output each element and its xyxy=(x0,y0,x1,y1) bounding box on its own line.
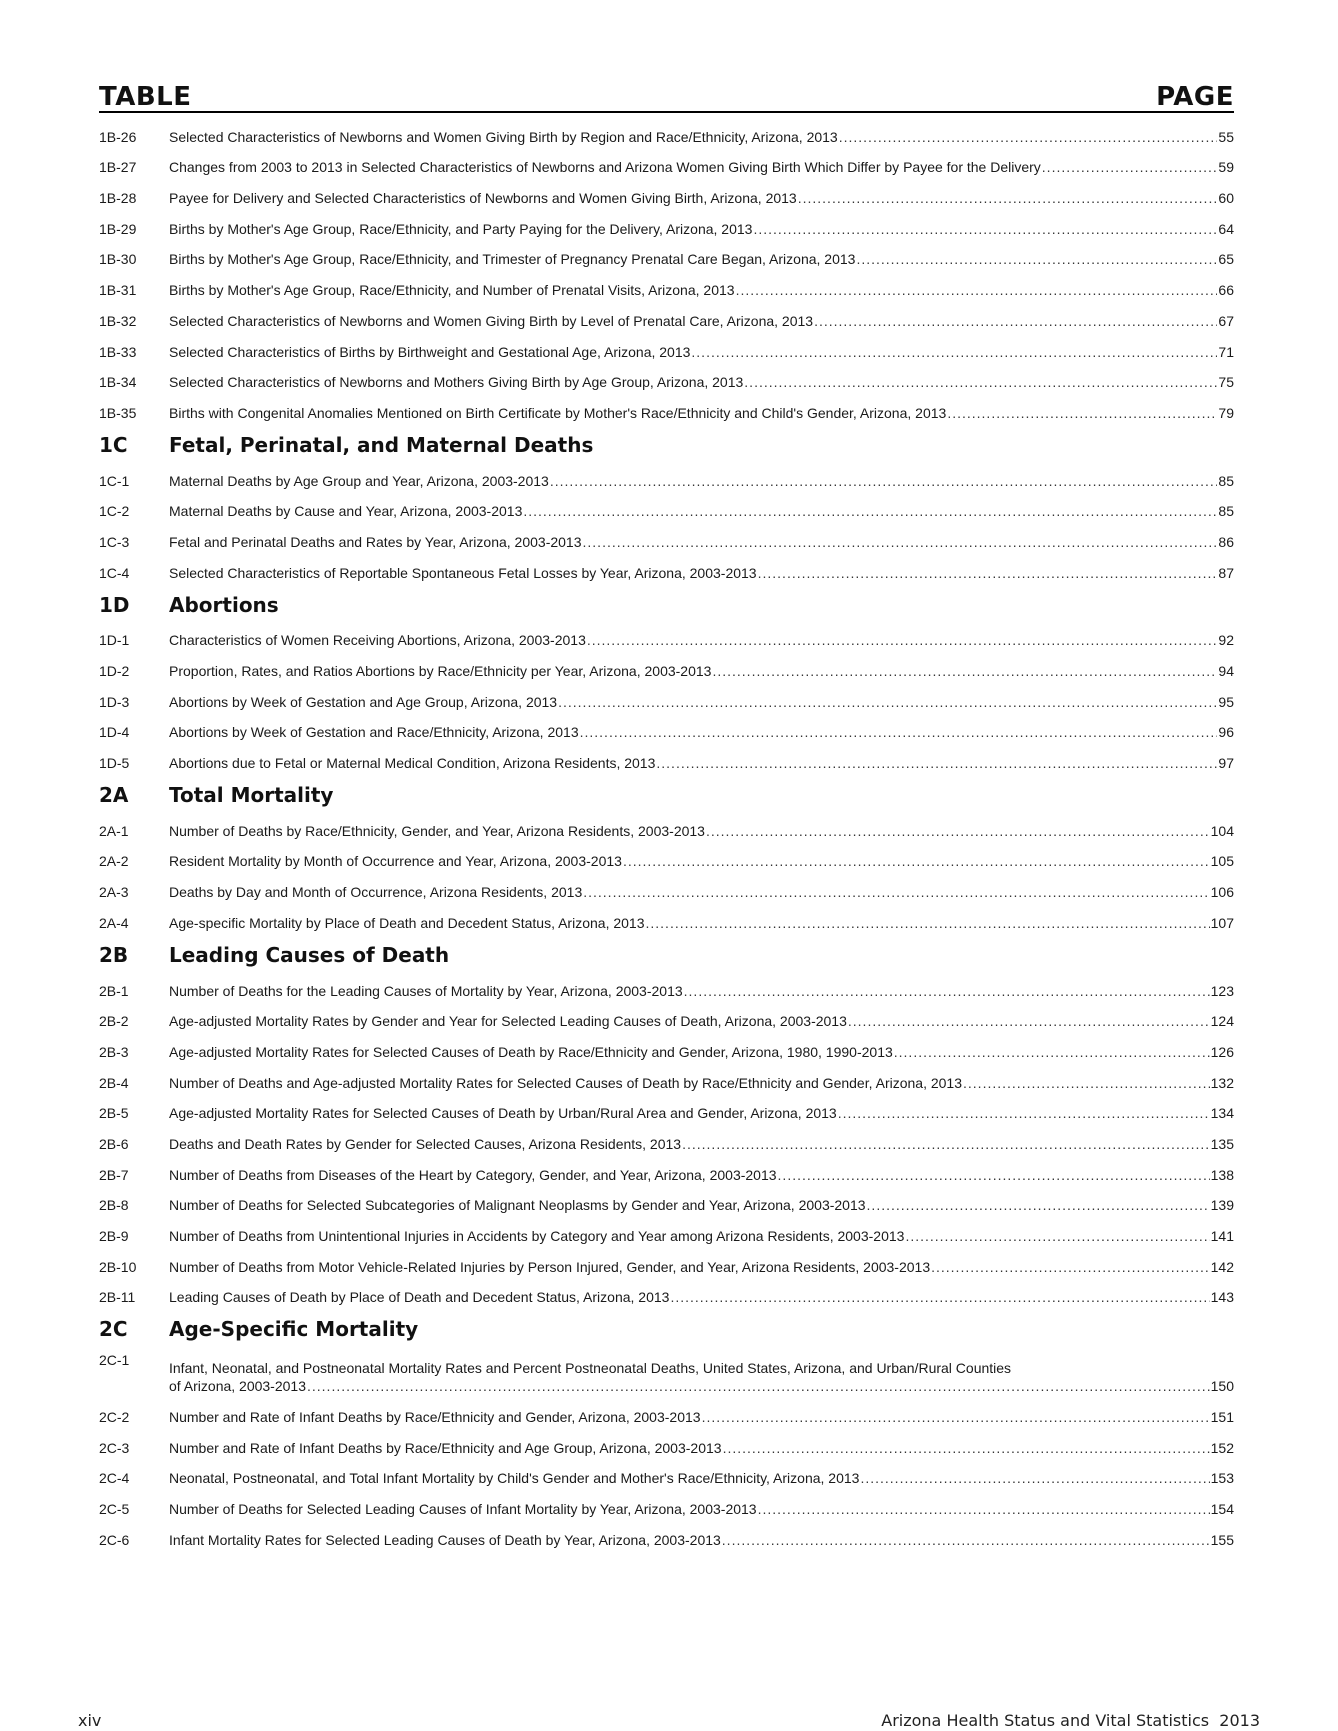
table-title: Births by Mother's Age Group, Race/Ethnicity, and Number of Prenatal Visits, Arizona, 2013 xyxy=(169,282,735,299)
table-number: 2A-1 xyxy=(99,822,129,839)
table-number: 1D-3 xyxy=(99,693,130,710)
page-number[interactable]: 79 xyxy=(1218,404,1234,421)
toc-entry[interactable] xyxy=(99,905,1234,936)
page-number[interactable]: 87 xyxy=(1218,564,1234,581)
page-number[interactable]: 126 xyxy=(1210,1043,1234,1060)
page-number[interactable]: 64 xyxy=(1218,220,1234,237)
toc-entry[interactable] xyxy=(99,395,1234,426)
entry-body xyxy=(169,534,1234,555)
table-number: 2A-3 xyxy=(99,884,129,901)
table-number: 1B-27 xyxy=(99,159,137,176)
page-number[interactable]: 71 xyxy=(1218,343,1234,360)
entry-body xyxy=(169,190,1234,211)
table-number: 2C-3 xyxy=(99,1439,130,1456)
page-number[interactable]: 65 xyxy=(1218,251,1234,268)
page-number[interactable]: 123 xyxy=(1210,982,1234,999)
toc-entry[interactable] xyxy=(99,1249,1234,1280)
page-number[interactable]: 85 xyxy=(1218,503,1234,520)
toc-entry[interactable] xyxy=(99,1004,1234,1035)
table-title: Payee for Delivery and Selected Characteristics of Newborns and Women Giving Birth, Arizona, 2013 xyxy=(169,190,797,207)
footer-publication-title: Arizona Health Status and Vital Statistics 2013 xyxy=(881,1711,1260,1730)
entry-body xyxy=(169,823,1234,844)
entry-body xyxy=(169,1501,1234,1522)
toc-header xyxy=(99,80,1234,113)
toc-entry[interactable] xyxy=(99,1430,1234,1461)
dot-leader xyxy=(712,663,1217,679)
table-title: Age-adjusted Mortality Rates for Selected Causes of Death by Race/Ethnicity and Gender, Arizona, 1980, 1990-2013 xyxy=(169,1043,893,1060)
table-title: Births by Mother's Age Group, Race/Ethnicity, and Trimester of Pregnancy Prenatal Care Began, Arizona, 2013 xyxy=(169,251,856,268)
table-title: Maternal Deaths by Cause and Year, Arizona, 2003-2013 xyxy=(169,503,523,520)
entry-body xyxy=(169,724,1234,745)
section-code: 2C xyxy=(99,1317,128,1342)
table-number: 1B-31 xyxy=(99,282,137,299)
entry-body xyxy=(169,755,1234,776)
table-title: Deaths by Day and Month of Occurrence, Arizona Residents, 2013 xyxy=(169,884,583,901)
table-number: 2B-3 xyxy=(99,1043,129,1060)
toc-entry[interactable] xyxy=(99,1461,1234,1492)
table-title: Number of Deaths from Diseases of the Heart by Category, Gender, and Year, Arizona, 2003-2013 xyxy=(169,1166,777,1183)
table-number: 1C-4 xyxy=(99,564,130,581)
dot-leader xyxy=(722,1532,1210,1548)
entry-body xyxy=(169,251,1234,272)
entry-body xyxy=(169,1197,1234,1218)
table-title-continued: of Arizona, 2003-2013 xyxy=(169,1378,306,1395)
section-heading xyxy=(99,776,1234,813)
entry-body xyxy=(169,632,1234,653)
dot-leader xyxy=(758,565,1218,581)
page-number[interactable]: 59 xyxy=(1218,159,1234,176)
table-number: 2B-6 xyxy=(99,1135,129,1152)
entry-body xyxy=(169,1289,1234,1310)
toc-entry[interactable] xyxy=(99,242,1234,273)
page-number[interactable]: 75 xyxy=(1218,374,1234,391)
toc-entry[interactable] xyxy=(99,555,1234,586)
section-title: Abortions xyxy=(169,592,279,617)
page-number[interactable]: 142 xyxy=(1210,1258,1234,1275)
page-number[interactable]: 105 xyxy=(1210,853,1234,870)
dot-leader xyxy=(856,251,1217,267)
table-number: 2B-9 xyxy=(99,1228,129,1244)
toc-entry[interactable] xyxy=(99,365,1234,396)
table-number: 1B-33 xyxy=(99,343,137,360)
page-number[interactable]: 154 xyxy=(1210,1501,1234,1518)
table-title: Number of Deaths by Race/Ethnicity, Gender, and Year, Arizona Residents, 2003-2013 xyxy=(169,822,705,839)
toc-entry[interactable] xyxy=(99,844,1234,875)
dot-leader xyxy=(860,1470,1209,1486)
section-code: 1C xyxy=(99,432,128,457)
table-title: Number of Deaths and Age-adjusted Mortality Rates for Selected Causes of Death by Race/Ethnicity and Gender, Arizona, 2013 xyxy=(169,1074,963,1091)
footer-page-number: xiv xyxy=(78,1711,102,1730)
table-title: Number and Rate of Infant Deaths by Race/Ethnicity and Gender, Arizona, 2003-2013 xyxy=(169,1409,701,1426)
dot-leader xyxy=(580,724,1218,740)
entry-body xyxy=(169,159,1234,180)
dot-leader xyxy=(723,1440,1210,1456)
toc-entry[interactable] xyxy=(99,684,1234,715)
toc-entry[interactable] xyxy=(99,272,1234,303)
table-title: Number and Rate of Infant Deaths by Race/Ethnicity and Age Group, Arizona, 2003-2013 xyxy=(169,1439,722,1456)
page-number[interactable]: 143 xyxy=(1210,1289,1234,1306)
dot-leader xyxy=(684,983,1210,999)
entry-body xyxy=(169,1440,1234,1461)
section-code: 2B xyxy=(99,942,129,967)
table-title: Number of Deaths from Unintentional Injuries in Accidents by Category and Year among Arizona Residents, 2003-2013 xyxy=(169,1228,905,1244)
toc-entry[interactable] xyxy=(99,1096,1234,1127)
toc-entry[interactable] xyxy=(99,813,1234,844)
entry-body xyxy=(169,1075,1234,1096)
dot-leader xyxy=(963,1075,1210,1091)
entry-body xyxy=(169,1470,1234,1491)
table-number: 1B-32 xyxy=(99,312,137,329)
dot-leader xyxy=(778,1167,1210,1183)
toc-entry[interactable] xyxy=(99,334,1234,365)
section-code: 2A xyxy=(99,783,129,808)
entry-body xyxy=(169,129,1234,150)
table-title: Selected Characteristics of Births by Birthweight and Gestational Age, Arizona, 2013 xyxy=(169,343,691,360)
dot-leader xyxy=(523,503,1217,519)
entry-body xyxy=(169,344,1234,365)
section-heading xyxy=(99,586,1234,623)
table-title: Selected Characteristics of Newborns and Women Giving Birth by Level of Prenatal Care, Arizona, 2013 xyxy=(169,312,814,329)
dot-leader xyxy=(1042,159,1218,175)
toc-entry[interactable] xyxy=(99,463,1234,494)
page-number[interactable]: 141 xyxy=(1210,1228,1234,1244)
entry-body xyxy=(169,1259,1234,1280)
section-title: Fetal, Perinatal, and Maternal Deaths xyxy=(169,432,594,457)
toc-entry[interactable] xyxy=(99,150,1234,181)
toc-entry[interactable] xyxy=(99,1157,1234,1188)
table-number: 2A-4 xyxy=(99,914,129,931)
dot-leader xyxy=(583,884,1209,900)
dot-leader xyxy=(558,694,1217,710)
dot-leader xyxy=(905,1228,1209,1244)
table-number: 1B-28 xyxy=(99,190,137,207)
section-heading xyxy=(99,1310,1234,1347)
dot-leader xyxy=(646,915,1210,931)
page-number[interactable]: 152 xyxy=(1210,1439,1234,1456)
table-number: 1B-29 xyxy=(99,220,137,237)
section-code: 1D xyxy=(99,592,130,617)
table-number: 2B-5 xyxy=(99,1105,129,1122)
dot-leader xyxy=(706,823,1210,839)
table-number: 2C-4 xyxy=(99,1470,130,1487)
toc-entry[interactable] xyxy=(99,180,1234,211)
table-title: Selected Characteristics of Newborns and Women Giving Birth by Region and Race/Ethnicity, Arizona, 2013 xyxy=(169,128,838,145)
dot-leader xyxy=(798,190,1218,206)
entry-body xyxy=(169,1360,1234,1399)
page-number[interactable]: 153 xyxy=(1210,1470,1234,1487)
page-number[interactable]: 106 xyxy=(1210,884,1234,901)
toc-entry[interactable] xyxy=(99,874,1234,905)
table-title: Infant, Neonatal, and Postneonatal Mortality Rates and Percent Postneonatal Deaths, United States, Arizona, and Urban/Rural Counties xyxy=(169,1360,1012,1377)
table-number: 1D-1 xyxy=(99,632,130,649)
table-title: Age-adjusted Mortality Rates by Gender and Year for Selected Leading Causes of Death, Arizona, 2003-2013 xyxy=(169,1013,847,1030)
toc-entry[interactable] xyxy=(99,1034,1234,1065)
toc-entry[interactable] xyxy=(99,1347,1234,1399)
table-title: Number of Deaths from Motor Vehicle-Related Injuries by Person Injured, Gender, and Year, Arizona Residents, 2003-2013 xyxy=(169,1258,931,1275)
dot-leader xyxy=(867,1197,1210,1213)
toc-entry[interactable] xyxy=(99,1126,1234,1157)
toc-entry[interactable] xyxy=(99,1399,1234,1430)
page-number[interactable]: 135 xyxy=(1210,1135,1234,1152)
toc-entry[interactable] xyxy=(99,745,1234,776)
table-number: 2B-10 xyxy=(99,1258,137,1275)
dot-leader xyxy=(758,1501,1210,1517)
toc-entry[interactable] xyxy=(99,1218,1234,1249)
dot-leader xyxy=(947,405,1217,421)
table-number: 1C-1 xyxy=(99,472,130,489)
dot-leader xyxy=(623,853,1210,869)
table-title: Selected Characteristics of Newborns and Mothers Giving Birth by Age Group, Arizona, 2013 xyxy=(169,374,744,391)
table-number: 1B-35 xyxy=(99,404,137,421)
dot-leader xyxy=(839,129,1218,145)
dot-leader xyxy=(550,473,1218,489)
dot-leader xyxy=(702,1409,1210,1425)
page-number[interactable]: 151 xyxy=(1210,1409,1234,1426)
page-number[interactable]: 138 xyxy=(1210,1166,1234,1183)
table-number: 1D-2 xyxy=(99,663,130,679)
entry-body xyxy=(169,915,1234,936)
page-number[interactable]: 66 xyxy=(1218,282,1234,299)
section-title: Leading Causes of Death xyxy=(169,942,450,967)
toc-entry[interactable] xyxy=(99,623,1234,654)
entry-body xyxy=(169,853,1234,874)
entry-body xyxy=(169,503,1234,524)
table-number: 2B-8 xyxy=(99,1197,129,1214)
page-number[interactable]: 96 xyxy=(1218,724,1234,741)
table-of-contents xyxy=(99,80,1234,1553)
toc-entry[interactable] xyxy=(99,119,1234,150)
page-number[interactable]: 124 xyxy=(1210,1013,1234,1030)
table-number: 2B-4 xyxy=(99,1074,129,1091)
dot-leader xyxy=(736,282,1218,298)
table-number: 2B-7 xyxy=(99,1166,129,1183)
toc-entry[interactable] xyxy=(99,1065,1234,1096)
dot-leader xyxy=(838,1105,1210,1121)
dot-leader xyxy=(848,1013,1210,1029)
dot-leader xyxy=(587,632,1218,648)
entry-line-2 xyxy=(169,1378,1234,1394)
dot-leader xyxy=(307,1378,1210,1394)
toc-entry[interactable] xyxy=(99,1491,1234,1522)
table-title: Changes from 2003 to 2013 in Selected Characteristics of Newborns and Arizona Women Giving Birth Which Differ by Payee for the Delivery xyxy=(169,159,1041,176)
toc-entry[interactable] xyxy=(99,653,1234,684)
table-title: Number of Deaths for the Leading Causes of Mortality by Year, Arizona, 2003-2013 xyxy=(169,982,683,999)
entry-body xyxy=(169,983,1234,1004)
page-number[interactable]: 104 xyxy=(1210,822,1234,839)
page-number[interactable]: 67 xyxy=(1218,312,1234,329)
toc-entry[interactable] xyxy=(99,494,1234,525)
entry-body xyxy=(169,1409,1234,1430)
table-column-heading: TABLE xyxy=(99,82,192,112)
entry-body xyxy=(169,313,1234,334)
section-heading xyxy=(99,426,1234,463)
table-title: Characteristics of Women Receiving Abortions, Arizona, 2003-2013 xyxy=(169,632,586,649)
table-title: Age-adjusted Mortality Rates for Selected Causes of Death by Urban/Rural Area and Gender, Arizona, 2013 xyxy=(169,1105,837,1122)
table-title: Births with Congenital Anomalies Mentioned on Birth Certificate by Mother's Race/Ethnicity and Child's Gender, Arizona, 2013 xyxy=(169,404,947,421)
section-title: Age-Specific Mortality xyxy=(169,1317,419,1342)
entry-body xyxy=(169,1105,1234,1126)
entry-body xyxy=(169,663,1234,684)
table-title: Deaths and Death Rates by Gender for Selected Causes, Arizona Residents, 2013 xyxy=(169,1135,682,1152)
table-title: Infant Mortality Rates for Selected Leading Causes of Death by Year, Arizona, 2003-2013 xyxy=(169,1531,721,1548)
section-title: Total Mortality xyxy=(169,783,334,808)
table-number: 2B-2 xyxy=(99,1013,129,1030)
entry-body xyxy=(169,694,1234,715)
dot-leader xyxy=(656,755,1217,771)
page-number[interactable]: 132 xyxy=(1210,1074,1234,1091)
dot-leader xyxy=(894,1044,1210,1060)
table-number: 1B-26 xyxy=(99,128,137,145)
dot-leader xyxy=(744,374,1217,390)
toc-entry[interactable] xyxy=(99,1188,1234,1219)
entry-body xyxy=(169,1013,1234,1034)
page-footer xyxy=(78,1711,1260,1730)
entry-body xyxy=(169,1167,1234,1188)
section-heading xyxy=(99,936,1234,973)
table-number: 2B-1 xyxy=(99,982,129,999)
toc-entries xyxy=(99,119,1234,1553)
dot-leader xyxy=(931,1259,1210,1275)
page-number[interactable]: 94 xyxy=(1218,663,1234,679)
toc-entry[interactable] xyxy=(99,1280,1234,1311)
table-title: Age-specific Mortality by Place of Death and Decedent Status, Arizona, 2013 xyxy=(169,914,645,931)
dot-leader xyxy=(670,1289,1209,1305)
page-number[interactable]: 86 xyxy=(1218,533,1234,550)
page-number[interactable]: 139 xyxy=(1210,1197,1234,1214)
dot-leader xyxy=(682,1136,1210,1152)
toc-entry[interactable] xyxy=(99,211,1234,242)
toc-entry[interactable] xyxy=(99,524,1234,555)
entry-body xyxy=(169,221,1234,242)
page-number[interactable]: 134 xyxy=(1210,1105,1234,1122)
table-title: Number of Deaths for Selected Subcategories of Malignant Neoplasms by Gender and Year, Arizona, 2003-2013 xyxy=(169,1197,866,1214)
table-number: 2C-6 xyxy=(99,1531,130,1548)
page-number[interactable]: 55 xyxy=(1218,128,1234,145)
table-number: 1D-4 xyxy=(99,724,130,741)
table-title: Number of Deaths for Selected Leading Causes of Infant Mortality by Year, Arizona, 2003-2013 xyxy=(169,1501,757,1518)
page-column-heading: PAGE xyxy=(1156,82,1234,112)
toc-entry[interactable] xyxy=(99,303,1234,334)
page-number[interactable]: 92 xyxy=(1218,632,1234,649)
dot-leader xyxy=(583,534,1218,550)
dot-leader xyxy=(753,221,1217,237)
entry-body xyxy=(169,374,1234,395)
table-title: Abortions by Week of Gestation and Age Group, Arizona, 2013 xyxy=(169,693,558,710)
entry-body xyxy=(169,1044,1234,1065)
table-title: Maternal Deaths by Age Group and Year, Arizona, 2003-2013 xyxy=(169,472,549,489)
table-number: 1D-5 xyxy=(99,755,130,772)
table-number: 2A-2 xyxy=(99,853,129,870)
table-title: Neonatal, Postneonatal, and Total Infant Mortality by Child's Gender and Mother's Race/Ethnicity, Arizona, 2013 xyxy=(169,1470,860,1487)
table-number: 2C-1 xyxy=(99,1352,130,1369)
entry-body xyxy=(169,282,1234,303)
entry-body xyxy=(169,405,1234,426)
table-title: Fetal and Perinatal Deaths and Rates by Year, Arizona, 2003-2013 xyxy=(169,533,582,550)
entry-body xyxy=(169,1532,1234,1553)
entry-body xyxy=(169,565,1234,586)
entry-body xyxy=(169,1136,1234,1157)
table-title: Births by Mother's Age Group, Race/Ethnicity, and Party Paying for the Delivery, Arizona, 2013 xyxy=(169,220,753,237)
entry-body xyxy=(169,884,1234,905)
table-number: 1B-30 xyxy=(99,251,137,268)
table-number: 2C-2 xyxy=(99,1409,130,1426)
page-number[interactable]: 150 xyxy=(1210,1378,1234,1395)
toc-entry[interactable] xyxy=(99,973,1234,1004)
page-number[interactable]: 155 xyxy=(1210,1531,1234,1548)
dot-leader xyxy=(691,344,1217,360)
toc-entry[interactable] xyxy=(99,715,1234,746)
table-number: 2C-5 xyxy=(99,1501,130,1518)
entry-body xyxy=(169,1228,1234,1249)
table-title: Resident Mortality by Month of Occurrence and Year, Arizona, 2003-2013 xyxy=(169,853,622,870)
entry-body xyxy=(169,473,1234,494)
table-title: Abortions by Week of Gestation and Race/Ethnicity, Arizona, 2013 xyxy=(169,724,579,741)
page-number[interactable]: 107 xyxy=(1210,914,1234,931)
toc-entry[interactable] xyxy=(99,1522,1234,1553)
table-number: 1B-34 xyxy=(99,374,137,391)
table-title: Selected Characteristics of Reportable Spontaneous Fetal Losses by Year, Arizona, 2003-2013 xyxy=(169,564,757,581)
dot-leader xyxy=(814,313,1217,329)
page-number[interactable]: 60 xyxy=(1218,190,1234,207)
table-title: Proportion, Rates, and Ratios Abortions by Race/Ethnicity per Year, Arizona, 2003-2013 xyxy=(169,663,712,679)
page-number[interactable]: 85 xyxy=(1218,472,1234,489)
page-number[interactable]: 97 xyxy=(1218,755,1234,772)
table-number: 1C-2 xyxy=(99,503,130,520)
page-number[interactable]: 95 xyxy=(1218,693,1234,710)
table-number: 2B-11 xyxy=(99,1289,136,1306)
table-title: Leading Causes of Death by Place of Death and Decedent Status, Arizona, 2013 xyxy=(169,1289,670,1306)
table-title: Abortions due to Fetal or Maternal Medical Condition, Arizona Residents, 2013 xyxy=(169,755,656,772)
table-number: 1C-3 xyxy=(99,533,130,550)
